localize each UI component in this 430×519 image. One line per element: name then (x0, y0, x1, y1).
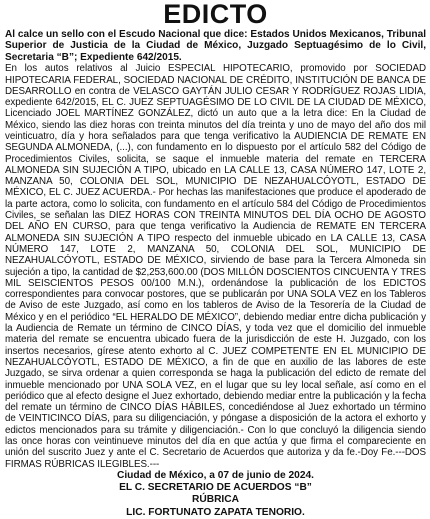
edict-title: EDICTO (163, 0, 268, 29)
signature-block (5, 470, 426, 519)
seal-heading: Al calce un sello con el Escudo Nacional que dice: Estados Unidos Mexicanos, Tribunal Superior de Justicia de la Ciudad de México, Juzgado Septuagésimo de lo Civil, Secretaria “B”; Expediente 642/2015. (5, 29, 426, 63)
signature-name: LIC. FORTUNATO ZAPATA TENORIO. (126, 506, 305, 518)
signature-date: Ciudad de México, a 07 de junio de 2024. (116, 469, 315, 481)
edict-body: En los autos relativos al Juicio ESPECIAL HIPOTECARIO, promovido por SOCIEDAD HIPOTECARIA FEDERAL, SOCIEDAD NACIONAL DE CRÉDITO, INSTITUCIÓN DE BANCA DE DESARROLLO en contra de VELASCO GAYTÁN JULIO CESAR Y RODRÍGUEZ ROJAS LIDIA, expediente 642/2015, EL C. JUEZ SEPTUAGÉSIMO DE LO CIVIL DE LA CIUDAD DE MÉXICO, Licenciado JOEL MARTÍNEZ GONZÁLEZ, dictó un auto que a la letra dice: En la Ciudad de México, siendo las diez horas con treinta minutos del día treinta y uno de mayo del año dos mil veinticuatro, día y hora señalados para que tenga verificativo la AUDIENCIA DE REMATE EN SEGUNDA ALMONEDA, (...), con fundamento en lo dispuesto por el artículo 582 del Código de Procedimientos Civiles, solicita, se saque el inmueble materia del remate en TERCERA ALMONEDA SIN SUJECIÓN A TIPO, ubicado en LA CALLE 13, CASA NÚMERO 147, LOTE 2, MANZANA 50, COLONIA DEL SOL, MUNICIPIO DE NEZAHUALCÓYOTL, ESTADO DE MÉXICO, EL C. JUEZ ACUERDA.- Por hechas las manifestaciones que produce el apoderado de la parte actora, como lo solicita, con fundamento en el artículo 584 del Código de Procedimientos Civiles, se señalan las DIEZ HORAS CON TREINTA MINUTOS DEL DÍA OCHO DE AGOSTO DEL AÑO EN CURSO, para que tenga verificativo la Audiencia de REMATE EN TERCERA ALMONEDA SIN SUJECIÓN A TIPO respecto del inmueble ubicado en LA CALLE 13, CASA NÚMERO 147, LOTE 2, MANZANA 50, COLONIA DEL SOL, MUNICIPIO DE NEZAHUALCÓYOTL, ESTADO DE MÉXICO, sirviendo de base para la Tercera Almoneda sin sujeción a tipo, la cantidad de $2,253,600.00 (DOS MILLÓN DOSCIENTOS CINCUENTA Y TRES MIL SEISCIENTOS PESOS 00/100 M.N.), ordenándose la publicación de los EDICTOS correspondientes para convocar postores, que se publicarán por UNA SOLA VEZ en los Tableros de Aviso de este Juzgado, así como en los tableros de Aviso de la Tesorería de la Ciudad de México y en el periódico “EL HERALDO DE MÉXICO”, debiendo mediar entre dicha publicación y la Audiencia de Remate un término de CINCO DÍAS, y toda vez que el domicilio del inmueble materia del remate se encuentra ubicado fuera de la jurisdicción de este H. Juzgado, con los insertos necesarios, gírese atento exhorto al C. JUEZ COMPETENTE EN EL MUNICIPIO DE NEZAHUALCÓYOTL, ESTADO DE MÉXICO, a fin de que en auxilio de las labores de este Juzgado, se sirva ordenar a quien corresponda se haga la publicación del edicto de remate del inmueble mencionado por UNA SOLA VEZ, en el lugar que su ley local señale, así como en el periódico que al efecto designe el Juez exhortado, debiendo mediar entre la publicación y la fecha del remate un término de CINCO DÍAS HÁBILES, concediéndose al Juez exhortado un término de VEINTICINCO DÍAS, para su diligenciación, y póngase a disposición de la actora el exhorto y edictos mencionados para su trámite y diligenciación.- Con lo que concluyó la diligencia siendo las once horas con veintinueve minutos del día en que actúa y que firma el compareciente en unión del suscrito Juez y ante el C. Secretario de Acuerdos que autoriza y da fe.-Doy Fe.---DOS FIRMAS RÚBRICAS ILEGIBLES.--- (5, 63, 427, 470)
signature-rubric: RÚBRICA (192, 494, 239, 506)
signature-role: EL C. SECRETARIO DE ACUERDOS “B” (119, 482, 312, 494)
